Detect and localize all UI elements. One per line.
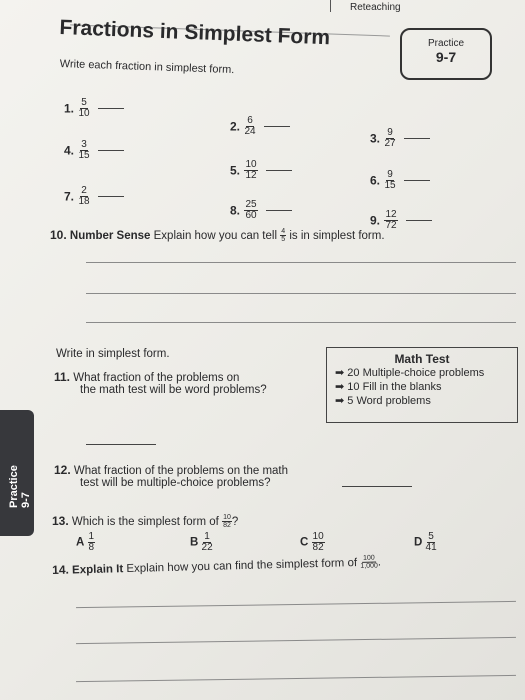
q13-fraction: $\frac{10}{82}$ (223, 514, 231, 530)
problem-fraction: $\frac{2}{18}$ (78, 185, 90, 207)
q14-fraction: $\frac{100}{1,000}$ (360, 555, 379, 571)
problem-label: 8. (230, 203, 241, 218)
choice-d[interactable]: D $\frac{5}{41}$ (414, 531, 437, 553)
problem-fraction: $\frac{9}{27}$ (384, 127, 396, 149)
answer-blank[interactable] (406, 220, 432, 221)
math-test-title: Math Test (394, 352, 450, 366)
answer-blank-11[interactable] (86, 444, 156, 445)
answer-line[interactable] (86, 322, 516, 323)
badge-number: 9-7 (435, 49, 457, 65)
question-10 (50, 228, 385, 243)
answer-blank[interactable] (266, 170, 292, 171)
badge-top: Practice (427, 38, 465, 49)
math-test-item: ➡ 20 Multiple-choice problems (335, 367, 485, 379)
math-test-item: ➡ 10 Fill in the blanks (335, 381, 442, 393)
problem-label: 1. (64, 101, 75, 116)
reteaching-label: Reteaching (350, 2, 401, 13)
side-tab: Practice 9-7 (0, 410, 34, 536)
answer-blank[interactable] (98, 196, 124, 197)
question-12: 12. What fraction of the problems on the math test will be multiple-choice problems? (54, 463, 289, 489)
problem-label: 9. (370, 213, 381, 228)
answer-blank[interactable] (266, 210, 292, 211)
q10-tail: is in simplest form. (289, 230, 385, 242)
problem-8 (230, 200, 292, 221)
answer-line[interactable] (76, 675, 516, 682)
answer-blank[interactable] (98, 108, 124, 109)
problem-4 (64, 140, 124, 161)
question-13: 13. Which is the simplest form of $\frac{10}{82}$ ? (52, 514, 239, 530)
instruction: Write each fraction in simplest form. (59, 58, 235, 77)
choice-b[interactable]: B $\frac{1}{22}$ (190, 531, 213, 553)
answer-line[interactable] (76, 601, 516, 608)
answer-line[interactable] (76, 637, 516, 644)
problem-5 (230, 160, 292, 181)
q10-label: 10. (50, 228, 67, 242)
question-14: 14. Explain It Explain how you can find the simplest form of $\frac{100}{1,000}$ . (52, 555, 382, 577)
problem-7 (64, 186, 124, 207)
math-test-box (326, 347, 518, 423)
problem-label: 4. (64, 143, 75, 158)
practice-badge (400, 28, 492, 80)
page-title: Fractions in Simplest Form (59, 16, 331, 50)
answer-blank[interactable] (404, 138, 430, 139)
problem-6 (370, 170, 430, 191)
math-test-item: ➡ 5 Word problems (335, 395, 431, 407)
problem-fraction: $\frac{10}{12}$ (245, 159, 257, 181)
answer-blank[interactable] (98, 150, 124, 151)
write-simplest-heading: Write in simplest form. (56, 348, 170, 360)
problem-label: 5. (230, 163, 241, 178)
answer-line[interactable] (86, 262, 516, 263)
choice-c[interactable]: C $\frac{10}{82}$ (300, 531, 324, 553)
problem-fraction: $\frac{5}{10}$ (78, 97, 90, 119)
choice-a[interactable]: A $\frac{1}{8}$ (76, 531, 95, 553)
problem-fraction: $\frac{3}{15}$ (78, 139, 90, 161)
problem-label: 3. (370, 131, 381, 146)
answer-line[interactable] (86, 293, 516, 294)
answer-blank-12[interactable] (342, 486, 412, 487)
problem-fraction: $\frac{6}{24}$ (244, 115, 256, 137)
problem-fraction: $\frac{9}{15}$ (384, 169, 396, 191)
answer-blank[interactable] (264, 126, 290, 127)
problem-3 (370, 128, 430, 149)
problem-2 (230, 116, 290, 137)
problem-fraction: $\frac{12}{72}$ (385, 209, 397, 231)
header-divider (330, 0, 331, 12)
problem-label: 7. (64, 189, 75, 204)
question-11: 11. What fraction of the problems on the math test will be word problems? (54, 370, 267, 396)
problem-label: 2. (230, 119, 241, 134)
q10-text: Explain how you can tell (153, 230, 278, 242)
answer-blank[interactable] (404, 180, 430, 181)
q10-head: Number Sense (69, 230, 151, 242)
q10-fraction: $\frac{4}{5}$ (281, 228, 286, 244)
problem-label: 6. (370, 173, 381, 188)
problem-1 (64, 98, 124, 119)
problem-fraction: $\frac{25}{60}$ (245, 199, 257, 221)
